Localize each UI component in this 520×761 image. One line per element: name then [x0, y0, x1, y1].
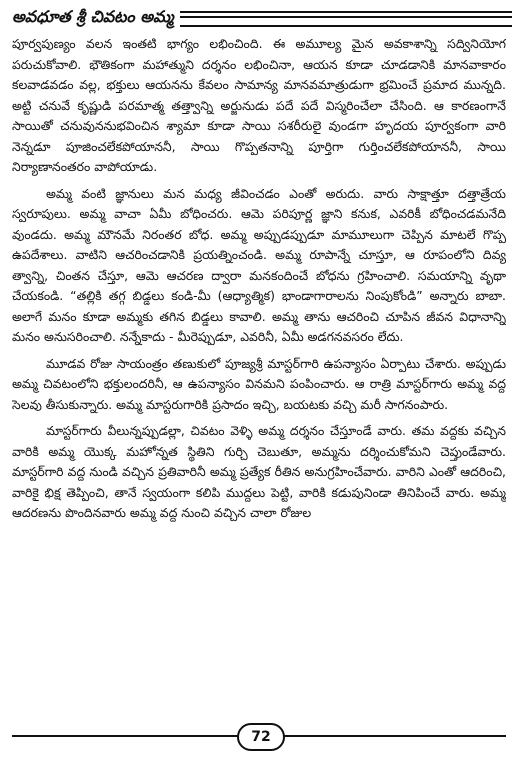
paragraph: పూర్వపుణ్యం వలన ఇంతటి భాగ్యం లభించింది. ఈ అమూల్య మైన అవకాశాన్ని సద్వినియోగ పరుచుకోవాలి. భౌతికంగా మహాత్ముని దర్శనం లభించినా, ఆయన కూడా చూడడానికి మానవాకారం కలవాడవడం వల్ల, భక్తులు ఆయనను కేవలం సామాన్య మానవమాత్రుడుగా భ్రమించే ప్రమాద మున్నది. అట్టి చనువే కృష్ణుడి పరమాత్మ తత్త్వాన్ని అర్జునుడు పదే పదే విస్మరించేలా చేసింది. ఆ కారణంగానే సాయితో చనువుననుభవించిన శ్యామా కూడా సాయి సశరీరులై వుండగా హృదయ పూర్వకంగా వారి నెన్నడూ పూజించలేకపోయాననీ, సాయి గొప్పతనాన్ని పూర్తిగా గుర్తించలేకపోయాననీ, సాయి నిర్యాణానంతరం వాపోయాడు.: [12, 36, 506, 174]
book-title: అవధూత శ్రీ చివటం అమ్మ: [12, 4, 180, 30]
page-header: [12, 4, 512, 32]
paragraph: మాస్టర్‌గారు వీలున్నప్పుడల్లా, చివటం వెళ్ళి అమ్మ దర్శనం చేస్తూండే వారు. తమ వద్దకు వచ్చిన వారికి అమ్మ యొక్క మహోన్నత స్థితిని గుర్చి చెబుతూ, అమ్మను దర్శించుకోమని చెప్తుండేవారు. మాస్టర్‌గారి వద్ద నుండి వచ్చిన ప్రతివారినీ అమ్మ ప్రత్యేక రీతిన అనుగ్రహించేవారు. వారిని ఎంతో ఆదరించి, వారికై భిక్ష తెప్పించి, తానే స్వయంగా కలిపి ముద్దలు పెట్టి, వారికి కడుపునిండా తినిపించే వారు. అమ్మ ఆదరణను పొందినవారు అమ్మ వద్ద నుంచి వచ్చిన చాలా రోజుల: [12, 423, 506, 520]
paragraph: మూడవ రోజు సాయంత్రం తణుకులో పూజ్యశ్రీ మాస్టర్‌గారి ఉపన్యాసం ఏర్పాటు చేశారు. అప్పుడు అమ్మ చివటంలోని భక్తులందరినీ, ఆ ఉపన్యాసం వినమని పంపించారు. ఆ రాత్రి మాస్టర్‌గారు అమ్మ వద్ద సెలవు తీసుకున్నారు. అమ్మ మాస్టరుగారికి ప్రసాదం ఇచ్చి, బయటకు వచ్చి మరీ సాగనంపారు.: [12, 355, 506, 412]
page-footer: [12, 722, 506, 752]
header-decorative-rule: [180, 11, 512, 27]
body-text: [12, 34, 506, 714]
paragraph: అమ్మ వంటి జ్ఞానులు మన మధ్య జీవించడం ఎంతో అరుదు. వారు సాక్షాత్తూ దత్తాత్రేయ స్వరూపులు. అమ్మ వాచా ఏమీ బోధించరు. ఆమె పరిపూర్ణ జ్ఞాని కనుక, ఎవరికీ బోధించడమనేది వుండదు. అమ్మ మౌనమే నిరంతర బోధ. అమ్మ అప్పుడప్పుడూ మామూలుగా చెప్పిన మాటలే గొప్ప ఉపదేశాలు. వాటిని ఆచరించడానికి ప్రయత్నించండి. అమ్మ రూపాన్నే చూస్తూ, ఆ రూపంలోని దివ్య త్వాన్ని, చింతన చేస్తూ, ఆమె ఆచరణ ద్వారా మనకందించే బోధను గ్రహించాలి. సమయాన్ని వృథా చేయకండి. “తల్లికి తగ్గ బిడ్డలు కండి-మీ (ఆధ్యాత్మిక) భాండాగారాలను నింపుకోండి” అన్నారు బాబా. అలాగే మనం కూడా అమ్మకు తగిన బిడ్డలు కావాలి. అమ్మ తాను ఆచరించి చూపిన జీవన విధానాన్ని మనం అనుసరించాలి. నన్నేకాదు - మీరెప్పుడూ, ఎవరినీ, ఏమీ అడగనవసరం లేదు.: [12, 185, 506, 344]
page-number: 72: [237, 723, 285, 751]
